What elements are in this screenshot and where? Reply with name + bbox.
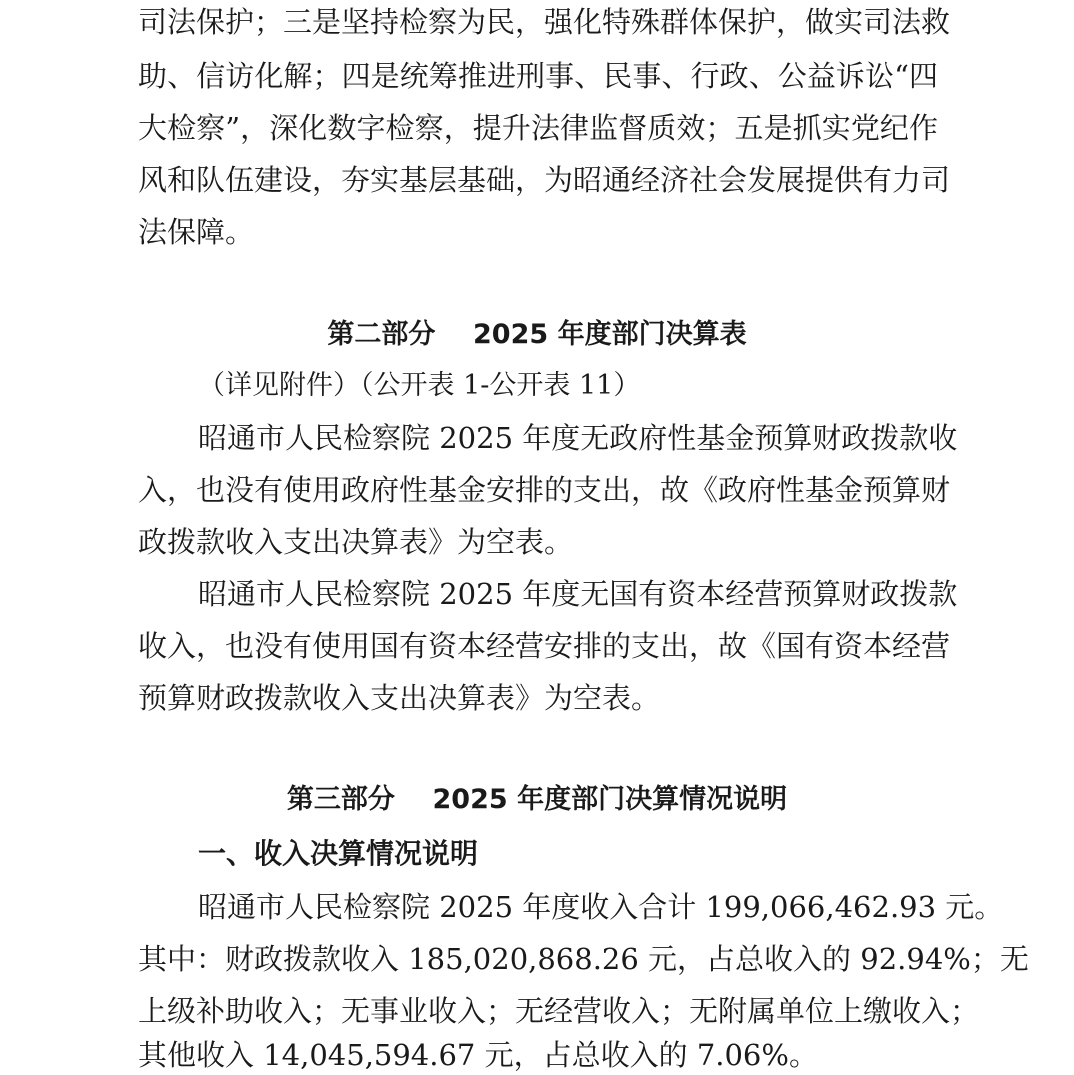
part-two-p2-line-3: 预算财政拨款收入支出决算表》为空表。 (138, 681, 661, 715)
part-three-p1-line-4: 其他收入 14,045,594.67 元，占总收入的 7.06%。 (138, 1038, 818, 1072)
intro-line-5: 法保障。 (138, 215, 255, 249)
part-two-p2-line-1: 昭通市人民检察院 2025 年度无国有资本经营预算财政拨款 (198, 577, 958, 611)
part-two-p1-line-1: 昭通市人民检察院 2025 年度无政府性基金预算财政拨款收 (198, 421, 958, 455)
part-two-p1-line-3: 政拨款收入支出决算表》为空表。 (138, 525, 574, 559)
part-two-heading: 第二部分 2025 年度部门决算表 (327, 319, 747, 350)
part-two-p2-line-2: 收入，也没有使用国有资本经营安排的支出，故《国有资本经营 (138, 629, 951, 663)
part-two-note: （详见附件）（公开表 1-公开表 11） (198, 370, 641, 401)
part-three-subheading: 一、收入决算情况说明 (198, 837, 479, 870)
intro-line-3: 大检察”，深化数字检察，提升法律监督质效；五是抓实党纪作 (138, 111, 938, 145)
part-three-p1-line-1: 昭通市人民检察院 2025 年度收入合计 199,066,462.93 元。 (198, 890, 1004, 924)
intro-line-4: 风和队伍建设，夯实基层基础，为昭通经济社会发展提供有力司 (138, 163, 951, 197)
part-three-p1-line-3: 上级补助收入；无事业收入；无经营收入；无附属单位上缴收入； (138, 994, 980, 1028)
part-three-p1-line-2: 其中：财政拨款收入 185,020,868.26 元，占总收入的 92.94%；无 (138, 942, 1029, 976)
part-three-heading: 第三部分 2025 年度部门决算情况说明 (286, 784, 788, 815)
part-two-p1-line-2: 入，也没有使用政府性基金安排的支出，故《政府性基金预算财 (138, 473, 951, 507)
intro-line-1: 司法保护；三是坚持检察为民，强化特殊群体保护，做实司法救 (138, 5, 951, 39)
intro-line-2: 助、信访化解；四是统筹推进刑事、民事、行政、公益诉讼“四 (138, 59, 938, 93)
